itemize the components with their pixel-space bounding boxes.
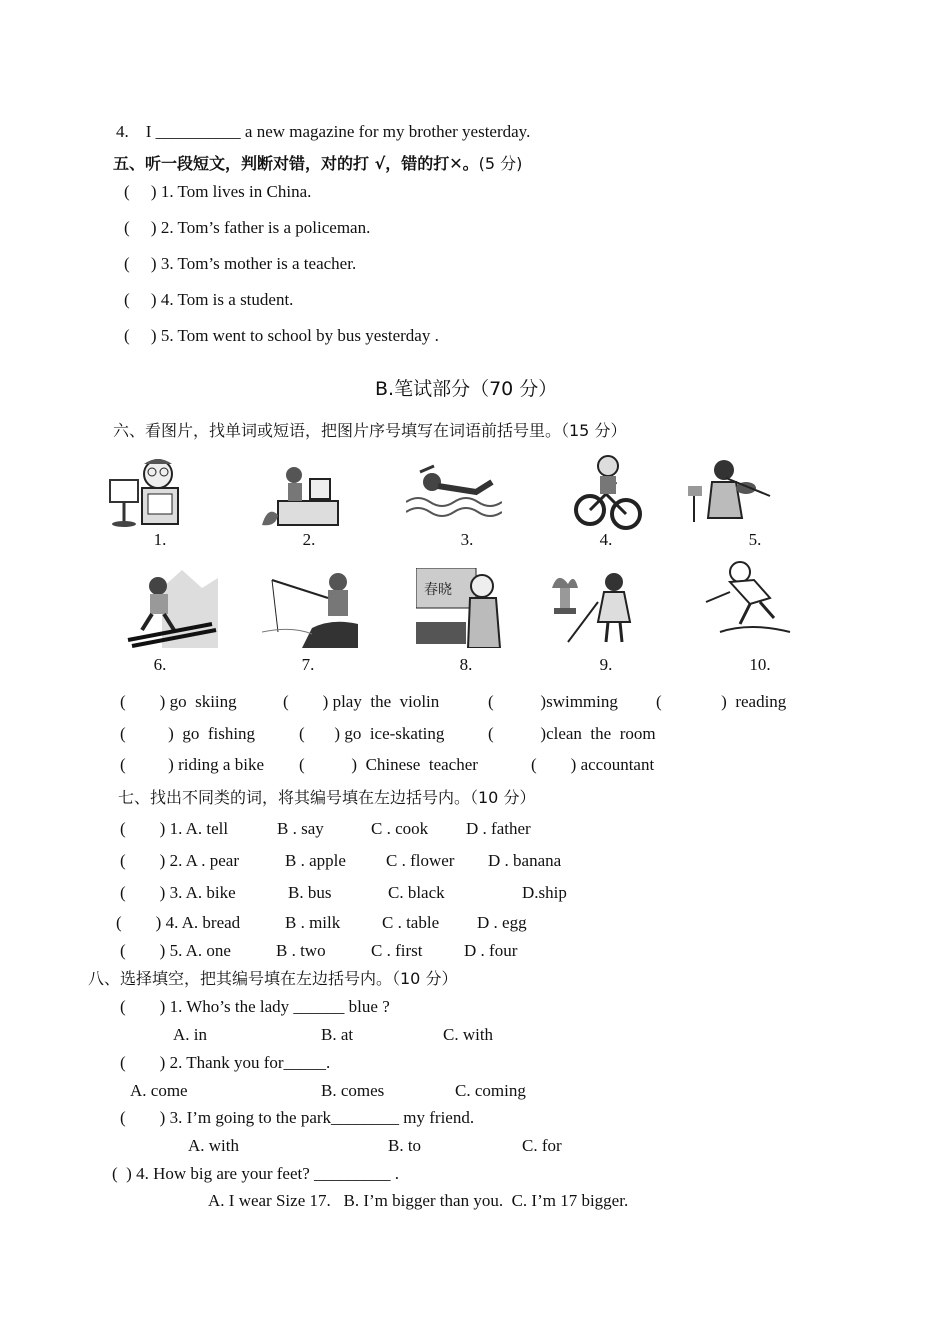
fishing-man-icon <box>262 568 358 648</box>
choice-q2-a: A. come <box>130 1081 188 1100</box>
odd-one-q1-d: D . father <box>466 819 531 838</box>
bike-riding-boy-icon <box>570 452 666 532</box>
odd-one-q5-d: D . four <box>464 941 518 960</box>
picture-number-3: 3. <box>460 530 474 549</box>
picture-number-9: 9. <box>599 655 613 674</box>
office-desk-icon <box>258 455 354 535</box>
odd-one-q5: ( ) 5. A. one <box>120 941 231 960</box>
odd-one-q4-d: D . egg <box>477 913 527 932</box>
match-play-violin: ( ) play the violin <box>283 692 440 711</box>
odd-one-q1: ( ) 1. A. tell <box>120 819 229 838</box>
match-go-fishing: ( ) go fishing <box>120 724 256 743</box>
choice-q3-b: B. to <box>388 1136 422 1155</box>
choice-q4-options: A. I wear Size 17. B. I’m bigger than you. C. I’m 17 bigger. <box>208 1191 629 1210</box>
chinese-teacher-icon <box>416 568 512 648</box>
odd-one-q3-d: D.ship <box>522 883 567 902</box>
tf-item-3: ( ) 3. Tom’s mother is a teacher. <box>124 254 357 273</box>
odd-one-q1-c: C . cook <box>371 819 429 838</box>
svg-text:春晓: 春晓 <box>424 582 452 598</box>
cleaning-room-icon <box>548 568 644 648</box>
choice-q1: ( ) 1. Who’s the lady ______ blue ? <box>120 997 390 1016</box>
part-b-title: B.笔试部分（70 分） <box>375 378 558 400</box>
choice-q2: ( ) 2. Thank you for_____. <box>120 1053 331 1072</box>
odd-one-q3-b: B. bus <box>288 883 332 902</box>
section8-heading: 八、选择填空，把其编号填在左边括号内。（10 分） <box>88 969 458 988</box>
skiing-girl-icon <box>122 568 218 648</box>
picture-number-7: 7. <box>301 655 315 674</box>
odd-one-q1-b: B . say <box>277 819 324 838</box>
odd-one-q4: ( ) 4. A. bread <box>116 913 241 932</box>
picture-number-6: 6. <box>153 655 167 674</box>
reading-boy-icon <box>108 450 204 530</box>
tf-item-1: ( ) 1. Tom lives in China. <box>124 182 312 201</box>
odd-one-q5-b: B . two <box>276 941 326 960</box>
match-clean-room: ( )clean the room <box>488 724 656 743</box>
odd-one-q2: ( ) 2. A . pear <box>120 851 239 870</box>
odd-one-q2-b: B . apple <box>285 851 346 870</box>
choice-q3-c: C. for <box>522 1136 562 1155</box>
odd-one-q3: ( ) 3. A. bike <box>120 883 236 902</box>
ice-skating-boy-icon <box>700 558 796 638</box>
tf-item-5: ( ) 5. Tom went to school by bus yesterday . <box>124 326 439 345</box>
picture-number-5: 5. <box>748 530 762 549</box>
match-swimming: ( )swimming <box>488 692 618 711</box>
odd-one-q2-d: D . banana <box>488 851 562 870</box>
odd-one-q4-c: C . table <box>382 913 440 932</box>
violin-girl-icon <box>686 452 782 532</box>
section7-heading: 七、找出不同类的词，将其编号填在左边括号内。（10 分） <box>118 788 536 807</box>
match-reading: ( ) reading <box>656 692 787 711</box>
picture-number-10: 10. <box>749 655 771 674</box>
question-4: 4. I __________ a new magazine for my brother yesterday. <box>116 122 531 141</box>
choice-q1-a: A. in <box>173 1025 207 1044</box>
match-accountant: ( ) accountant <box>531 755 655 774</box>
match-chinese-teacher: ( ) Chinese teacher <box>299 755 478 774</box>
picture-number-4: 4. <box>599 530 613 549</box>
picture-number-8: 8. <box>459 655 473 674</box>
choice-q4: ( ) 4. How big are your feet? _________ . <box>112 1164 400 1183</box>
odd-one-q5-c: C . first <box>371 941 423 960</box>
tf-item-2: ( ) 2. Tom’s father is a policeman. <box>124 218 371 237</box>
choice-q3: ( ) 3. I’m going to the park________ my friend. <box>120 1108 475 1127</box>
choice-q2-c: C. coming <box>455 1081 526 1100</box>
choice-q3-a: A. with <box>188 1136 239 1155</box>
match-go-skiing: ( ) go skiing <box>120 692 237 711</box>
odd-one-q2-c: C . flower <box>386 851 455 870</box>
swimming-girl-icon <box>406 452 502 532</box>
tf-item-4: ( ) 4. Tom is a student. <box>124 290 294 309</box>
choice-q1-b: B. at <box>321 1025 354 1044</box>
section6-heading: 六、看图片，找单词或短语，把图片序号填写在词语前括号里。（15 分） <box>113 421 627 440</box>
odd-one-q3-c: C. black <box>388 883 445 902</box>
picture-number-1: 1. <box>153 530 167 549</box>
match-riding-bike: ( ) riding a bike <box>120 755 264 774</box>
picture-number-2: 2. <box>302 530 316 549</box>
match-go-ice-skating: ( ) go ice-skating <box>299 724 445 743</box>
choice-q2-b: B. comes <box>321 1081 385 1100</box>
odd-one-q4-b: B . milk <box>285 913 341 932</box>
section5-heading: 五、听一段短文，判断对错，对的打 √，错的打✕。(5 分) <box>113 154 523 173</box>
choice-q1-c: C. with <box>443 1025 494 1044</box>
